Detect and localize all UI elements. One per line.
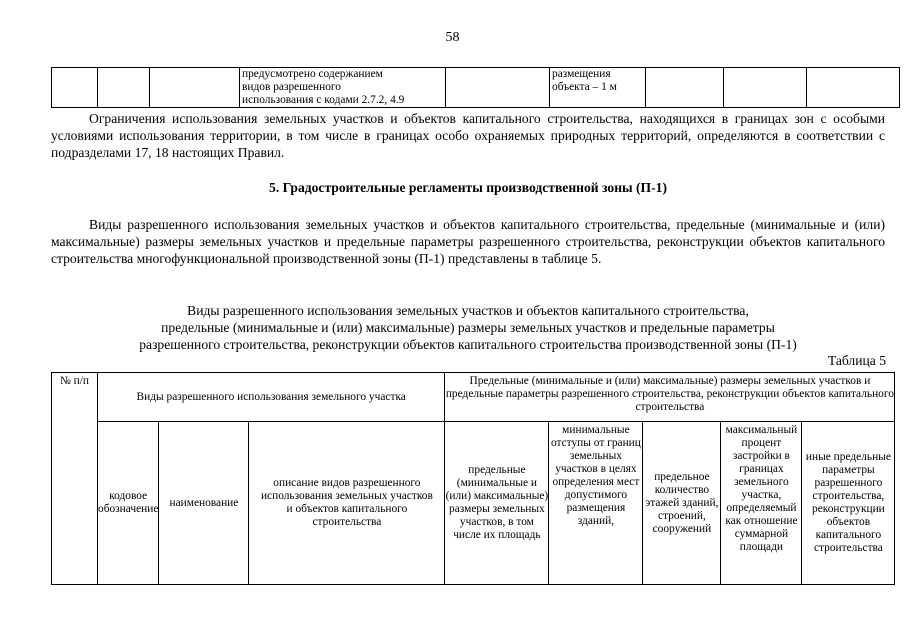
header-code: кодовое обозначение xyxy=(98,422,159,585)
header-coverage: максимальный процент застройки в границах земельного участка, определяемый как отношение суммарной площади xyxy=(721,422,802,585)
header-uses-group: Виды разрешенного использования земельного участка xyxy=(98,373,445,422)
table-cell xyxy=(807,68,900,108)
caption-line: Виды разрешенного использования земельных участков и объектов капитального строительства, xyxy=(187,303,749,318)
intro-paragraph: Виды разрешенного использования земельных участков и объектов капитального строительства, предельные (минимальные и (или) максимальные) размеры земельных участков и предельные параметры разрешенного строительства, реконструкции объектов капитального строительства многофункциональной производственной зоны (П-1) представлены в таблице 5. xyxy=(51,217,885,266)
header-params-group: Предельные (минимальные и (или) максимальные) размеры земельных участков и предельные параметры разрешенного строительства, реконструкции объектов капитального строительства xyxy=(445,373,895,422)
text-line: размещения xyxy=(552,68,611,80)
header-number: № п/п xyxy=(52,373,98,585)
header-floors: предельное количество этажей зданий, строений, сооружений xyxy=(643,422,721,585)
page-number: 58 xyxy=(445,30,460,45)
setback-cell xyxy=(550,68,646,108)
description-cell xyxy=(240,68,446,108)
header-name: наименование xyxy=(159,422,249,585)
text-line: использования с кодами 2.7.2, 4.9 xyxy=(242,94,405,106)
text-line: предусмотрено содержанием xyxy=(242,68,383,80)
table-cell xyxy=(646,68,724,108)
table-cell xyxy=(150,68,240,108)
header-setbacks: минимальные отступы от границ земельных участков в целях определения мест допустимого размещения зданий, xyxy=(549,422,643,585)
text-line: видов разрешенного xyxy=(242,81,341,93)
caption-line: предельные (минимальные и (или) максимальные) размеры земельных участков и предельные параметры xyxy=(161,320,775,335)
header-plot-size: предельные (минимальные и (или) максимальные) размеры земельных участков, в том числе их площадь xyxy=(445,422,549,585)
header-other: иные предельные параметры разрешенного строительства, реконструкции объектов капитального строительства xyxy=(802,422,895,585)
text-line: объекта – 1 м xyxy=(552,81,617,93)
header-description: описание видов разрешенного использования земельных участков и объектов капитального строительства xyxy=(249,422,445,585)
continued-table xyxy=(51,67,900,108)
regulations-table xyxy=(51,372,895,585)
table-cell xyxy=(446,68,550,108)
table-caption xyxy=(51,302,885,353)
table-cell xyxy=(98,68,150,108)
table-cell xyxy=(52,68,98,108)
caption-line: разрешенного строительства, реконструкции объектов капитального строительства производственной зоны (П-1) xyxy=(139,337,797,352)
section-heading: 5. Градостроительные регламенты производственной зоны (П-1) xyxy=(269,180,667,195)
table-label: Таблица 5 xyxy=(827,353,886,368)
restrictions-paragraph: Ограничения использования земельных участков и объектов капитального строительства, находящихся в границах зон с особыми условиями использования территории, в том числе в границах особо охраняемых природных территорий, определяются в соответствии с подразделами 17, 18 настоящих Правил. xyxy=(51,111,885,160)
table-cell xyxy=(724,68,807,108)
